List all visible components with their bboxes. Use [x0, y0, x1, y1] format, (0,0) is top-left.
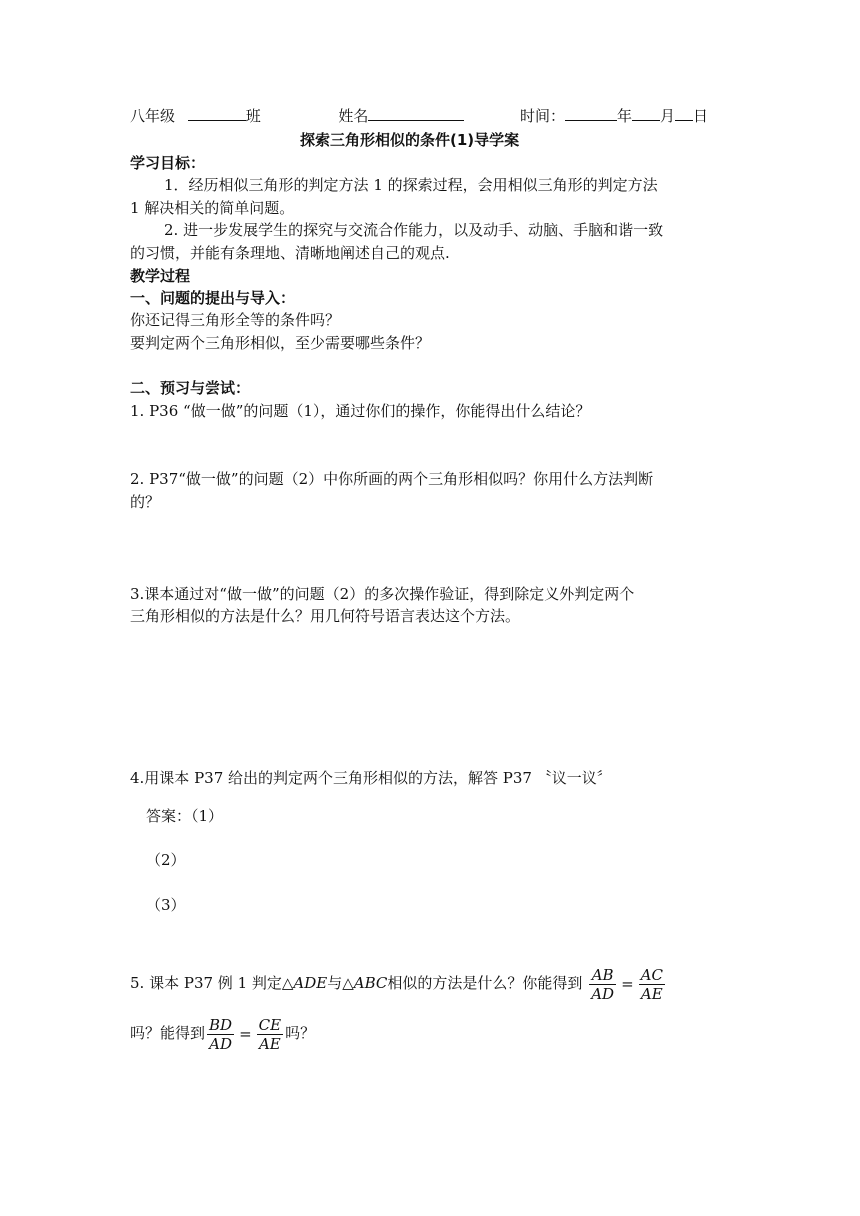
fraction-ce-ae-denominator: AE: [258, 1034, 281, 1053]
fraction-ce-ae-numerator: CE: [258, 1015, 282, 1034]
fraction-bd-ad-numerator: BD: [209, 1015, 233, 1034]
problem-5-middle: 相似的方法是什么？你能得到: [387, 974, 583, 992]
problem-4: 4.用课本 P37 给出的判定两个三角形相似的方法，解答 P37 〝议一议〞: [130, 769, 612, 787]
name-blank[interactable]: [368, 104, 464, 121]
problem-5-line-2: [130, 1012, 315, 1055]
problem-3-line-2: 三角形相似的方法是什么？用几何符号语言表达这个方法。: [130, 607, 521, 625]
header-line: [130, 104, 708, 127]
time-label: 时间：: [519, 107, 565, 125]
fraction-ac-ae-denominator: AE: [640, 984, 663, 1003]
name-label: 姓名: [338, 107, 369, 125]
problem-2-line-1: 2. P37“做一做”的问题（2）中你所画的两个三角形相似吗？你用什么方法判断: [130, 470, 654, 488]
equals-sign-2: =: [239, 1025, 252, 1043]
answer-3: （3）: [146, 896, 186, 914]
fraction-ac-ae: [639, 966, 665, 1003]
triangle-ade: △ADE: [281, 974, 328, 992]
year-blank[interactable]: [565, 104, 617, 121]
fraction-ab-ad-numerator: AB: [589, 966, 616, 985]
fraction-ab-ad: [589, 966, 616, 1003]
goals-heading: 学习目标：: [130, 154, 206, 172]
section-1-question-2: 要判定两个三角形相似，至少需要哪些条件？: [130, 334, 431, 352]
problem-5-line-2-prefix: 吗？能得到: [130, 1024, 206, 1042]
process-heading: 教学过程: [130, 267, 191, 285]
day-blank[interactable]: [675, 104, 693, 121]
section-1-question-1: 你还记得三角形全等的条件吗？: [130, 311, 341, 329]
year-label: 年: [616, 107, 632, 125]
fraction-bd-ad-denominator: AD: [209, 1034, 232, 1053]
goal-2-line-1: 2. 进一步发展学生的探究与交流合作能力，以及动手、动脑、手脑和谐一致: [164, 221, 664, 239]
fraction-bd-ad: [207, 1016, 234, 1053]
problem-5-prefix: 5. 课本 P37 例 1 判定: [130, 974, 282, 992]
grade-label: 八年级: [130, 107, 176, 125]
problem-2-line-2: 的？: [130, 493, 161, 511]
month-blank[interactable]: [632, 104, 660, 121]
problem-5-line-2-suffix: 吗？: [285, 1024, 316, 1042]
month-label: 月: [659, 107, 675, 125]
class-label: 班: [245, 107, 261, 125]
fraction-ce-ae: [257, 1016, 283, 1053]
goal-1-line-1: 1．经历相似三角形的判定方法 1 的探索过程，会用相似三角形的判定方法: [164, 176, 658, 194]
answer-2: （2）: [146, 851, 186, 869]
fraction-ab-ad-denominator: AD: [591, 984, 615, 1003]
answer-1: 答案：（1）: [146, 807, 224, 825]
class-blank[interactable]: [188, 104, 246, 121]
section-1-heading: 一、问题的提出与导入：: [130, 289, 296, 307]
problem-5-and: 与: [327, 974, 343, 992]
triangle-abc: △ABC: [342, 974, 388, 992]
fraction-ac-ae-numerator: AC: [640, 965, 663, 984]
goal-1-line-2: 1 解决相关的简单问题。: [130, 199, 295, 217]
problem-3-line-1: 3.课本通过对“做一做”的问题（2）的多次操作验证，得到除定义外判定两个: [130, 585, 635, 603]
day-label: 日: [693, 107, 709, 125]
problem-1: 1. P36 “做一做”的问题（1），通过你们的操作，你能得出什么结论？: [130, 402, 591, 420]
problem-5-line-1: [130, 962, 667, 1005]
page-title: 探索三角形相似的条件(1)导学案: [300, 131, 520, 149]
section-2-heading: 二、预习与尝试：: [130, 379, 251, 397]
equals-sign-1: =: [621, 975, 634, 993]
goal-2-line-2: 的习惯，并能有条理地、清晰地阐述自己的观点.: [130, 244, 450, 262]
